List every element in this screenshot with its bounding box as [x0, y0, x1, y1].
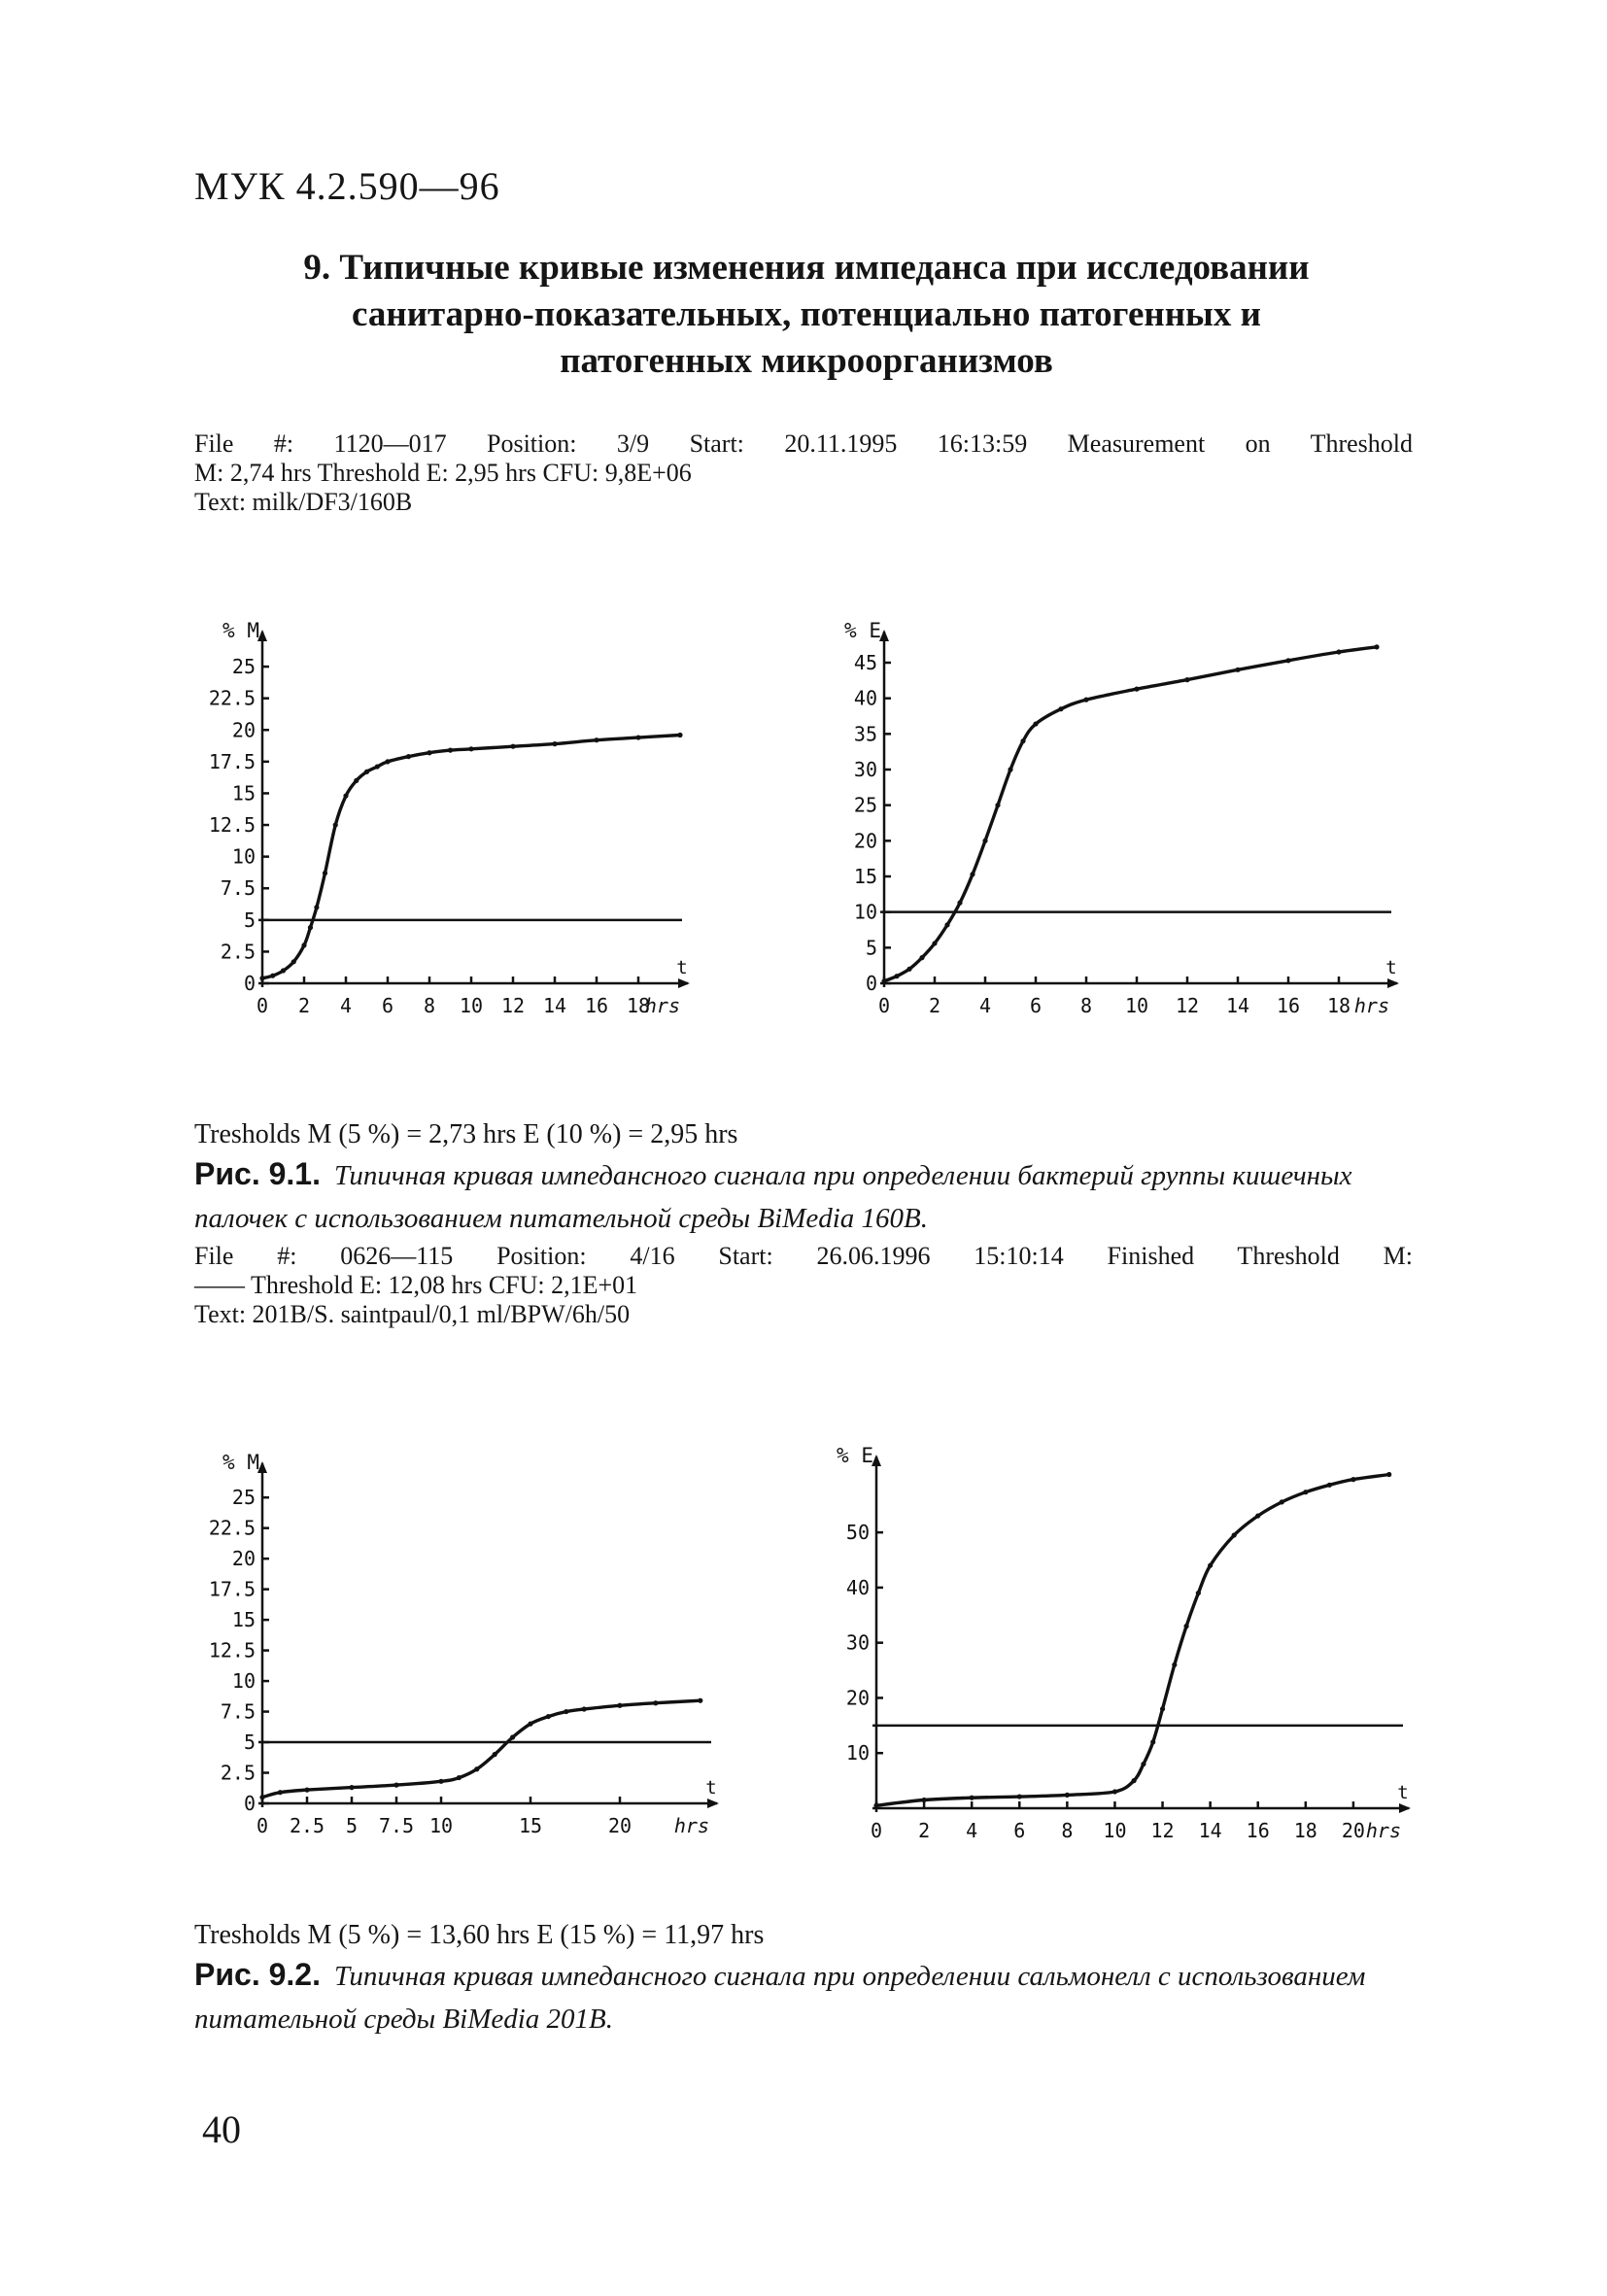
data-point — [919, 955, 924, 960]
data-point — [343, 793, 348, 798]
y-tick-label: 2.5 — [220, 940, 256, 964]
x-tick-label: 2 — [918, 1819, 931, 1842]
y-tick-label: 0 — [243, 1792, 256, 1815]
x-tick-label: 14 — [542, 994, 567, 1017]
x-axis-symbol: t — [676, 957, 688, 978]
figure1-label: Рис. 9.1. — [194, 1156, 321, 1191]
y-tick-label: 12.5 — [208, 1638, 256, 1662]
y-tick-label: 22.5 — [208, 686, 256, 710]
metadata-line: File #: 0626—115 Position: 4/16 Start: 26.06.1996 15:10:14 Finished Threshold M: — [194, 1242, 1413, 1270]
data-point — [354, 778, 359, 783]
data-point — [457, 1775, 462, 1780]
series-line — [262, 736, 680, 978]
data-point — [995, 803, 1000, 807]
figure2-caption — [194, 1953, 1413, 2040]
metadata-line: —— Threshold E: 12,08 hrs CFU: 2,1E+01 — [194, 1271, 638, 1299]
data-point — [1112, 1789, 1117, 1794]
y-tick-label: 17.5 — [208, 1577, 256, 1601]
data-point — [881, 978, 886, 983]
x-axis-title: hrs — [1365, 1819, 1401, 1842]
section-title-line: санитарно-показательных, потенциально патогенных и — [352, 294, 1261, 334]
figure1-e-chart — [816, 619, 1419, 1040]
data-point — [582, 1706, 587, 1711]
y-tick-label: 30 — [845, 1630, 870, 1655]
y-tick-label: 10 — [845, 1741, 870, 1765]
data-point — [617, 1703, 622, 1708]
data-point — [1386, 1472, 1391, 1477]
x-tick-label: 4 — [339, 994, 353, 1017]
y-tick-label: 5 — [243, 908, 256, 932]
series-line — [262, 1700, 701, 1798]
figure2-label: Рис. 9.2. — [194, 1957, 321, 1992]
data-point — [406, 754, 411, 759]
figure1-metadata — [194, 429, 1413, 517]
data-point — [698, 1698, 702, 1703]
figure1-caption-text: Типичная кривая импедансного сигнала при определении бактерий группы кишечных палочек с использованием питательной среды BiMedia 160B. — [194, 1160, 1352, 1234]
x-tick-label: 20 — [607, 1814, 633, 1837]
data-point — [304, 1788, 309, 1793]
x-axis-symbol: t — [1385, 957, 1397, 978]
figure1-caption — [194, 1152, 1413, 1240]
y-tick-label: 30 — [853, 758, 877, 781]
y-tick-label: 15 — [853, 865, 877, 888]
x-axis-title: hrs — [1353, 994, 1389, 1017]
metadata-line: M: 2,74 hrs Threshold E: 2,95 hrs CFU: 9,8E+06 — [194, 459, 692, 487]
y-axis-title: % E — [844, 619, 881, 642]
x-axis-symbol: t — [705, 1777, 717, 1799]
section-title-line: 9. Типичные кривые изменения импеданса при исследовании — [303, 248, 1310, 288]
figure2-thresholds: Tresholds M (5 %) = 13,60 hrs E (15 %) = 11,97 hrs — [194, 1920, 765, 1950]
y-tick-label: 10 — [231, 844, 256, 869]
figure2-m-chart — [185, 1448, 806, 1856]
data-point — [474, 1766, 479, 1771]
y-tick-label: 12.5 — [208, 813, 256, 838]
x-tick-label: 8 — [423, 994, 436, 1017]
y-tick-label: 10 — [853, 900, 877, 924]
data-point — [448, 748, 453, 753]
figure2-metadata — [194, 1242, 1413, 1329]
x-tick-label: 16 — [584, 994, 609, 1017]
x-tick-label: 18 — [626, 994, 651, 1017]
x-axis-arrow-icon — [1399, 1803, 1411, 1813]
x-tick-label: 10 — [1103, 1819, 1127, 1842]
data-point — [1327, 1483, 1332, 1488]
x-tick-label: 8 — [1079, 994, 1093, 1017]
data-point — [906, 967, 911, 972]
data-point — [1131, 1778, 1136, 1783]
data-point — [349, 1785, 354, 1790]
data-point — [528, 1722, 532, 1727]
x-tick-label: 12 — [500, 994, 526, 1017]
y-tick-label: 15 — [231, 1608, 256, 1632]
data-point — [510, 1734, 515, 1739]
x-tick-label: 8 — [1061, 1819, 1074, 1842]
y-tick-label: 40 — [853, 686, 877, 710]
data-point — [1033, 721, 1038, 726]
y-axis-title: % E — [837, 1444, 873, 1467]
data-point — [594, 737, 598, 742]
data-point — [259, 976, 264, 980]
data-point — [291, 959, 296, 964]
data-point — [1336, 649, 1341, 654]
x-tick-label: 5 — [345, 1814, 359, 1837]
y-tick-label: 25 — [231, 655, 256, 679]
data-point — [1083, 698, 1088, 703]
data-point — [364, 770, 369, 774]
metadata-line: Text: milk/DF3/160B — [194, 488, 413, 516]
y-tick-label: 10 — [231, 1669, 256, 1694]
figure1-m-chart — [185, 619, 797, 1040]
x-axis-arrow-icon — [1387, 978, 1399, 988]
y-tick-label: 50 — [845, 1521, 870, 1545]
y-tick-label: 40 — [845, 1575, 870, 1599]
section-title-line: патогенных микроорганизмов — [560, 341, 1053, 381]
x-tick-label: 2 — [297, 994, 311, 1017]
page-number: 40 — [202, 2108, 241, 2151]
x-tick-label: 2 — [928, 994, 941, 1017]
x-tick-label: 10 — [1124, 994, 1149, 1017]
data-point — [1020, 738, 1025, 743]
x-tick-label: 16 — [1276, 994, 1301, 1017]
data-point — [1351, 1477, 1355, 1482]
data-point — [1141, 1762, 1145, 1766]
x-tick-label: 2.5 — [289, 1814, 325, 1837]
data-point — [1184, 677, 1189, 682]
x-tick-label: 0 — [870, 1819, 883, 1842]
data-point — [1065, 1793, 1070, 1798]
y-tick-label: 7.5 — [220, 1699, 256, 1724]
metadata-line: Text: 201B/S. saintpaul/0,1 ml/BPW/6h/50 — [194, 1300, 631, 1328]
figure2-caption-text: Типичная кривая импедансного сигнала при определении сальмонелл с использованием питательной среды BiMedia 201B. — [194, 1961, 1366, 2035]
x-tick-label: 10 — [459, 994, 484, 1017]
y-axis-title: % M — [222, 1451, 259, 1474]
x-tick-label: 20 — [1341, 1819, 1365, 1842]
y-tick-label: 25 — [231, 1486, 256, 1510]
data-point — [873, 1803, 878, 1808]
metadata-line: File #: 1120—017 Position: 3/9 Start: 20.11.1995 16:13:59 Measurement on Threshold — [194, 429, 1413, 458]
x-tick-label: 6 — [381, 994, 394, 1017]
data-point — [957, 901, 962, 906]
data-point — [1150, 1739, 1155, 1744]
x-tick-label: 12 — [1150, 1819, 1175, 1842]
data-point — [1280, 1499, 1284, 1504]
data-point — [1017, 1794, 1022, 1799]
y-tick-label: 45 — [853, 651, 877, 674]
data-point — [921, 1798, 926, 1802]
data-point — [1255, 1513, 1260, 1518]
y-tick-label: 35 — [853, 722, 877, 746]
data-point — [323, 871, 327, 875]
y-tick-label: 20 — [853, 829, 877, 853]
data-point — [493, 1752, 497, 1757]
figure1-thresholds: Tresholds M (5 %) = 2,73 hrs E (10 %) = 2,95 hrs — [194, 1119, 738, 1149]
data-point — [1374, 644, 1379, 649]
data-point — [1008, 767, 1012, 771]
data-point — [970, 872, 974, 876]
data-point — [385, 759, 390, 764]
y-tick-label: 20 — [845, 1686, 870, 1710]
data-point — [468, 746, 473, 751]
data-point — [546, 1714, 551, 1719]
data-point — [1235, 668, 1240, 672]
y-tick-label: 0 — [865, 972, 877, 995]
data-point — [1208, 1563, 1213, 1568]
data-point — [653, 1700, 658, 1705]
data-point — [677, 733, 682, 737]
y-tick-label: 17.5 — [208, 749, 256, 773]
data-point — [1172, 1662, 1177, 1667]
x-axis-title: hrs — [644, 994, 680, 1017]
x-tick-label: 15 — [518, 1814, 543, 1837]
data-point — [301, 942, 306, 947]
y-tick-label: 5 — [865, 936, 877, 960]
data-point — [894, 974, 899, 978]
data-point — [1285, 658, 1290, 663]
data-point — [970, 1796, 974, 1800]
data-point — [375, 764, 380, 769]
x-tick-label: 18 — [1293, 1819, 1317, 1842]
data-point — [308, 925, 313, 930]
x-axis-title: hrs — [673, 1814, 709, 1837]
y-tick-label: 20 — [231, 718, 256, 742]
y-tick-label: 25 — [853, 793, 877, 817]
data-point — [552, 741, 557, 746]
data-point — [333, 822, 338, 827]
y-tick-label: 15 — [231, 781, 256, 805]
series-line — [884, 647, 1377, 981]
x-tick-label: 6 — [1029, 994, 1043, 1017]
data-point — [635, 735, 640, 739]
x-tick-label: 7.5 — [378, 1814, 415, 1837]
x-axis-arrow-icon — [678, 978, 690, 988]
x-axis-symbol: t — [1397, 1782, 1409, 1803]
x-tick-label: 0 — [877, 994, 891, 1017]
data-point — [1134, 687, 1139, 692]
data-point — [1196, 1591, 1201, 1595]
y-tick-label: 22.5 — [208, 1516, 256, 1540]
document-code: МУК 4.2.590—96 — [194, 164, 500, 208]
data-point — [944, 922, 949, 927]
x-tick-label: 14 — [1198, 1819, 1222, 1842]
x-tick-label: 10 — [428, 1814, 454, 1837]
section-title — [175, 245, 1438, 385]
data-point — [427, 750, 431, 755]
y-tick-label: 7.5 — [220, 876, 256, 901]
x-tick-label: 4 — [966, 1819, 978, 1842]
data-point — [1160, 1706, 1165, 1711]
data-point — [314, 905, 319, 909]
x-tick-label: 14 — [1225, 994, 1250, 1017]
x-tick-label: 12 — [1175, 994, 1200, 1017]
series-line — [876, 1475, 1389, 1806]
data-point — [438, 1779, 443, 1784]
data-point — [1303, 1490, 1308, 1494]
data-point — [270, 974, 275, 978]
x-tick-label: 0 — [256, 1814, 269, 1837]
data-point — [1058, 706, 1063, 711]
y-tick-label: 2.5 — [220, 1761, 256, 1785]
x-tick-label: 4 — [978, 994, 992, 1017]
y-tick-label: 20 — [231, 1547, 256, 1571]
y-axis-title: % M — [222, 619, 259, 642]
x-axis-arrow-icon — [707, 1799, 719, 1808]
data-point — [932, 941, 937, 945]
data-point — [259, 1795, 264, 1799]
data-point — [564, 1709, 568, 1714]
data-point — [982, 839, 987, 843]
data-point — [510, 744, 515, 749]
data-point — [278, 1790, 283, 1795]
x-tick-label: 16 — [1246, 1819, 1270, 1842]
data-point — [1232, 1532, 1237, 1537]
figure2-e-chart — [816, 1443, 1428, 1861]
data-point — [1183, 1624, 1188, 1628]
x-tick-label: 18 — [1326, 994, 1351, 1017]
x-tick-label: 6 — [1013, 1819, 1026, 1842]
y-tick-label: 0 — [243, 972, 256, 995]
x-tick-label: 0 — [256, 994, 269, 1017]
data-point — [281, 968, 286, 973]
data-point — [393, 1783, 398, 1788]
y-tick-label: 5 — [243, 1731, 256, 1755]
